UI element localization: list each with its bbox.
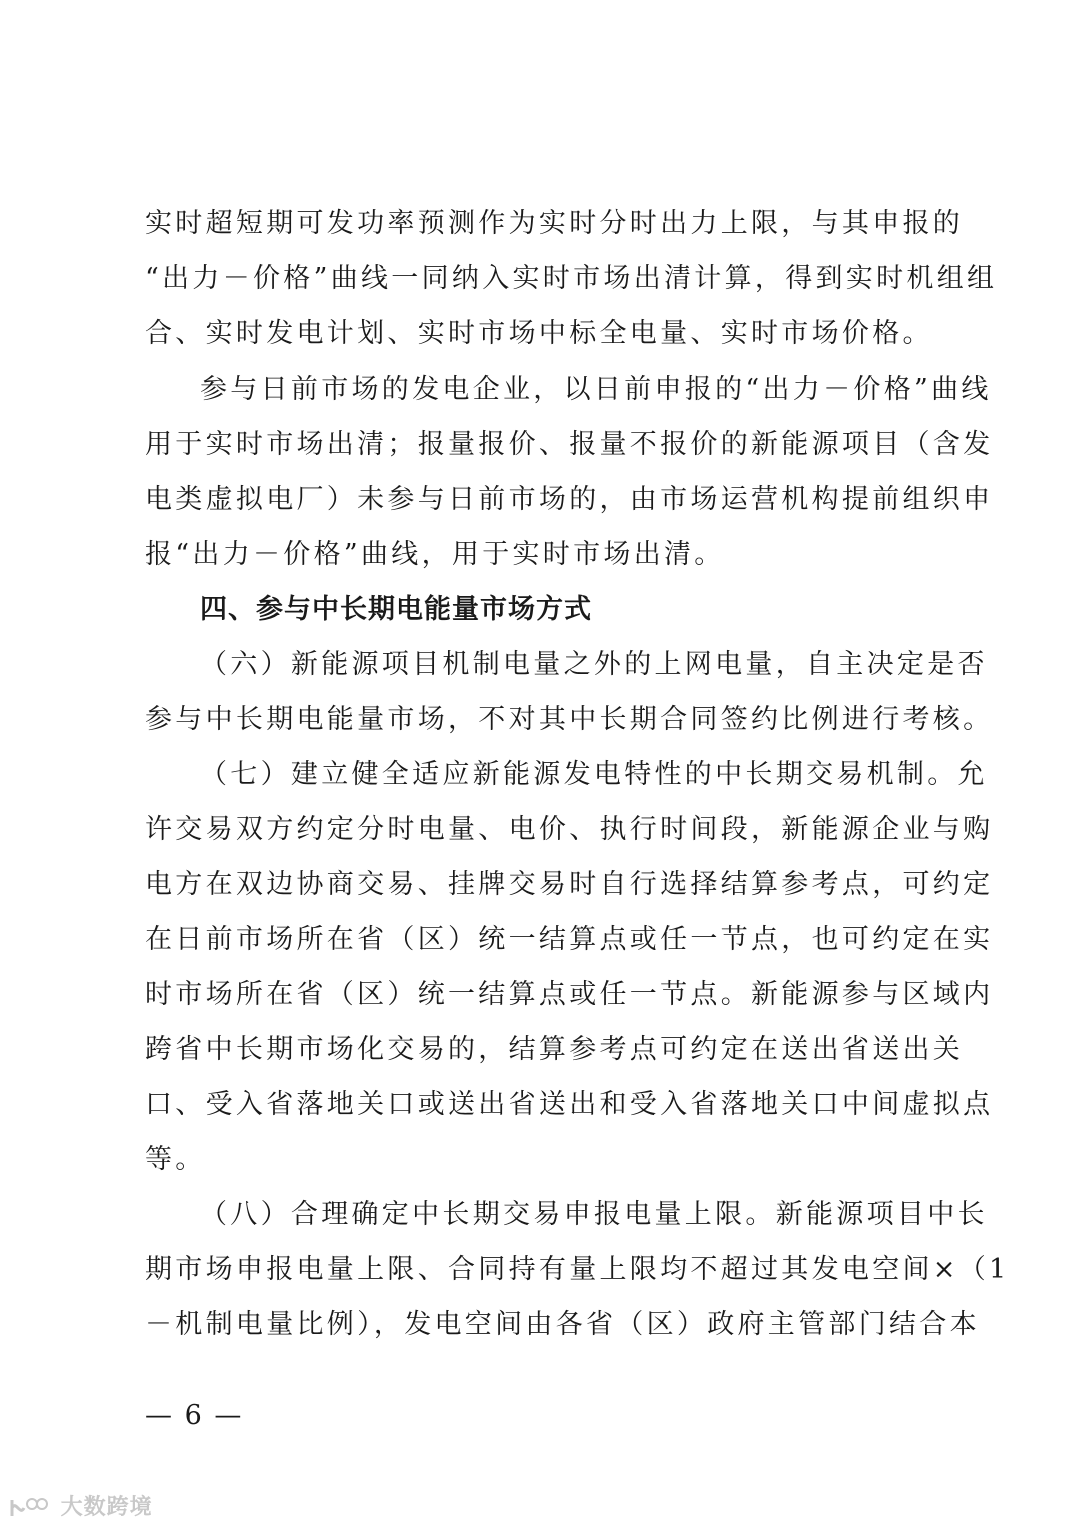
- paragraph-line: 电类虚拟电厂）未参与日前市场的，由市场运营机构提前组织申: [145, 484, 994, 515]
- paragraph-line: 参与日前市场的发电企业，以日前申报的“出力－价格”曲线: [200, 374, 992, 405]
- paragraph-line: 实时超短期可发功率预测作为实时分时出力上限，与其申报的: [145, 208, 964, 239]
- paragraph-line: （六）新能源项目机制电量之外的上网电量，自主决定是否: [200, 649, 988, 680]
- page-number: — 6 —: [145, 1400, 244, 1431]
- paragraph-line: 期市场申报电量上限、合同持有量上限均不超过其发电空间×（1: [145, 1254, 1010, 1285]
- paragraph-line: 电方在双边协商交易、挂牌交易时自行选择结算参考点，可约定: [145, 869, 994, 900]
- paragraph-line: 用于实时市场出清；报量报价、报量不报价的新能源项目（含发: [145, 429, 994, 460]
- watermark: [8, 1490, 153, 1521]
- paragraph-line: （八）合理确定中长期交易申报电量上限。新能源项目中长: [200, 1199, 988, 1230]
- paragraph-line: －机制电量比例），发电空间由各省（区）政府主管部门结合本: [145, 1309, 980, 1340]
- paragraph-line: 许交易双方约定分时电量、电价、执行时间段，新能源企业与购: [145, 814, 994, 845]
- paragraph-line: 在日前市场所在省（区）统一结算点或任一节点，也可约定在实: [145, 924, 994, 955]
- watermark-logo-icon: [8, 1496, 48, 1520]
- paragraph-line: 时市场所在省（区）统一结算点或任一节点。新能源参与区域内: [145, 979, 994, 1010]
- paragraph-line: 跨省中长期市场化交易的，结算参考点可约定在送出省送出关: [145, 1034, 964, 1065]
- paragraph-line: （七）建立健全适应新能源发电特性的中长期交易机制。允: [200, 759, 988, 790]
- paragraph-line: 等。: [145, 1144, 206, 1175]
- paragraph-line: 口、受入省落地关口或送出省送出和受入省落地关口中间虚拟点: [145, 1089, 994, 1120]
- paragraph-line: 合、实时发电计划、实时市场中标全电量、实时市场价格。: [145, 318, 933, 349]
- section-heading: 四、参与中长期电能量市场方式: [200, 594, 592, 625]
- paragraph-line: “出力－价格”曲线一同纳入实时市场出清计算，得到实时机组组: [145, 263, 998, 294]
- paragraph-line: 报“出力－价格”曲线，用于实时市场出清。: [145, 539, 725, 570]
- paragraph-line: 参与中长期电能量市场，不对其中长期合同签约比例进行考核。: [145, 704, 994, 735]
- watermark-text: 大数跨境: [60, 1495, 153, 1520]
